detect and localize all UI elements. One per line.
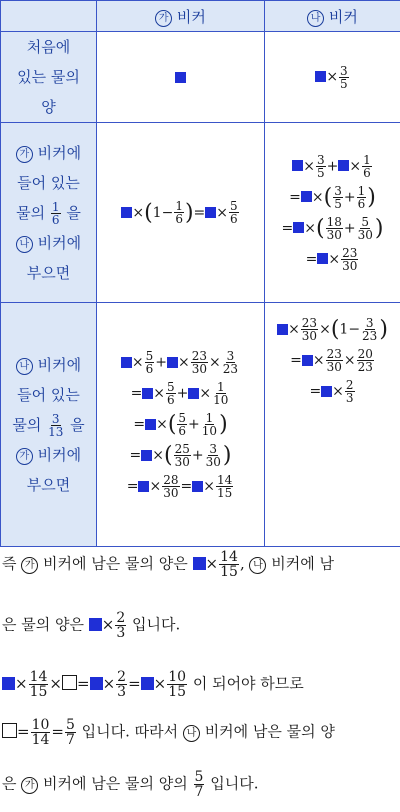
explanation-line-2: 은 물의 양은 × $\frac{2}{3}$ 입니다. bbox=[2, 610, 181, 641]
unknown-square-icon bbox=[292, 160, 303, 171]
unknown-square-icon bbox=[167, 357, 178, 368]
circled-na-icon: 나 bbox=[249, 557, 266, 574]
row-label-pour-ga-to-na: 가 비커에 들어 있는 물의 $\frac{1}{6}$ 을 나 비커에 부으면 bbox=[1, 123, 97, 303]
unknown-square-icon bbox=[2, 677, 15, 690]
row-label-line: 처음에 bbox=[26, 38, 71, 56]
unknown-square-icon bbox=[277, 324, 288, 335]
circled-na-icon: 나 bbox=[16, 236, 33, 253]
circled-na-icon: 나 bbox=[183, 725, 200, 742]
unknown-square-icon bbox=[301, 191, 312, 202]
circled-ga-icon: 가 bbox=[16, 448, 33, 465]
explanation-line-5: 은 가 비커에 남은 물의 양의 $\frac{5}{7}$ 입니다. bbox=[2, 769, 259, 800]
col-header-beaker-ga: 가 비커 bbox=[97, 1, 265, 32]
unknown-square-icon bbox=[321, 386, 332, 397]
table-row-pour-ga-to-na bbox=[1, 123, 400, 303]
col-header-beaker-na: 나 비커 bbox=[265, 1, 400, 32]
unknown-square-icon bbox=[317, 253, 328, 264]
pour2-na-cell: × $\frac{23}{30}$ ×(1− $\frac{3}{23}$ ) = × $\frac{23}{30}$ × $\frac{20}{23}$ = × $\frac{2}{3}$ bbox=[265, 303, 400, 547]
initial-na-cell: × $\frac{3}{5}$ bbox=[265, 32, 400, 123]
unknown-square-icon bbox=[90, 677, 103, 690]
pour2-ga-cell: × $\frac{5}{6}$ + × $\frac{23}{30}$ × $\frac{3}{23}$ = × $\frac{5}{6}$ + × $\frac{1}{10}$ = ×( $\frac{5}{6}$ + $\frac{1}{10}$ ) = ×( $\frac{25}{30}$ + $\frac{3}{30}$ ) = × $\frac{28}{30}$ = × $\frac{14}{15}$ bbox=[97, 303, 265, 547]
circled-ga-icon: 가 bbox=[21, 777, 38, 794]
blank-box-icon bbox=[2, 723, 17, 738]
pour1-ga-cell: ×(1− $\frac{1}{6}$ )= × $\frac{5}{6}$ bbox=[97, 123, 265, 303]
table-row-pour-na-to-ga bbox=[1, 303, 400, 547]
unknown-square-icon bbox=[293, 222, 304, 233]
circled-ga-icon: 가 bbox=[16, 146, 33, 163]
unknown-square-icon bbox=[205, 207, 216, 218]
row-label-line: 있는 물의 bbox=[17, 68, 80, 86]
initial-ga-cell bbox=[97, 32, 265, 123]
empty-corner-cell bbox=[1, 1, 97, 32]
unknown-square-icon bbox=[142, 388, 153, 399]
circled-ga-icon: 가 bbox=[21, 557, 38, 574]
unknown-square-icon bbox=[175, 72, 186, 83]
circled-ga-icon: 가 bbox=[155, 10, 172, 27]
explanation-line-4: = $\frac{10}{14}$ = $\frac{5}{7}$ 입니다. 따라서 나 비커에 남은 물의 양 bbox=[2, 718, 398, 747]
unknown-square-icon bbox=[138, 481, 149, 492]
unknown-square-icon bbox=[192, 481, 203, 492]
unknown-square-icon bbox=[315, 71, 326, 82]
row-label-line: 양 bbox=[41, 98, 56, 116]
unknown-square-icon bbox=[89, 618, 102, 631]
unknown-square-icon bbox=[338, 160, 349, 171]
unknown-square-icon bbox=[141, 450, 152, 461]
row-label-initial-amount bbox=[1, 32, 97, 123]
table-row-initial bbox=[1, 32, 400, 123]
table-header-row bbox=[1, 1, 400, 32]
unknown-square-icon bbox=[302, 355, 313, 366]
unknown-square-icon bbox=[121, 357, 132, 368]
circled-na-icon: 나 bbox=[307, 10, 324, 27]
unknown-square-icon bbox=[121, 207, 132, 218]
circled-na-icon: 나 bbox=[16, 358, 33, 375]
unknown-square-icon bbox=[141, 677, 154, 690]
explanation-line-3: × $\frac{14}{15}$ × = × $\frac{2}{3}$ = × $\frac{10}{15}$ 이 되어야 하므로 bbox=[2, 670, 398, 699]
blank-box-icon bbox=[62, 675, 77, 690]
unknown-square-icon bbox=[193, 557, 206, 570]
row-label-pour-na-to-ga: 나 비커에 들어 있는 물의 $\frac{3}{13}$ 을 가 비커에 부으면 bbox=[1, 303, 97, 547]
unknown-square-icon bbox=[188, 388, 199, 399]
pour1-na-cell: × $\frac{3}{5}$ + × $\frac{1}{6}$ = ×( $\frac{3}{5}$ + $\frac{1}{6}$ ) = ×( $\frac{18}{30}$ + $\frac{5}{30}$ ) = × $\frac{23}{30}$ bbox=[265, 123, 400, 303]
explanation-line-1: 즉 가 비커에 남은 물의 양은 × $\frac{14}{15}$ , 나 비커에 남 bbox=[2, 549, 334, 580]
unknown-square-icon bbox=[145, 419, 156, 430]
